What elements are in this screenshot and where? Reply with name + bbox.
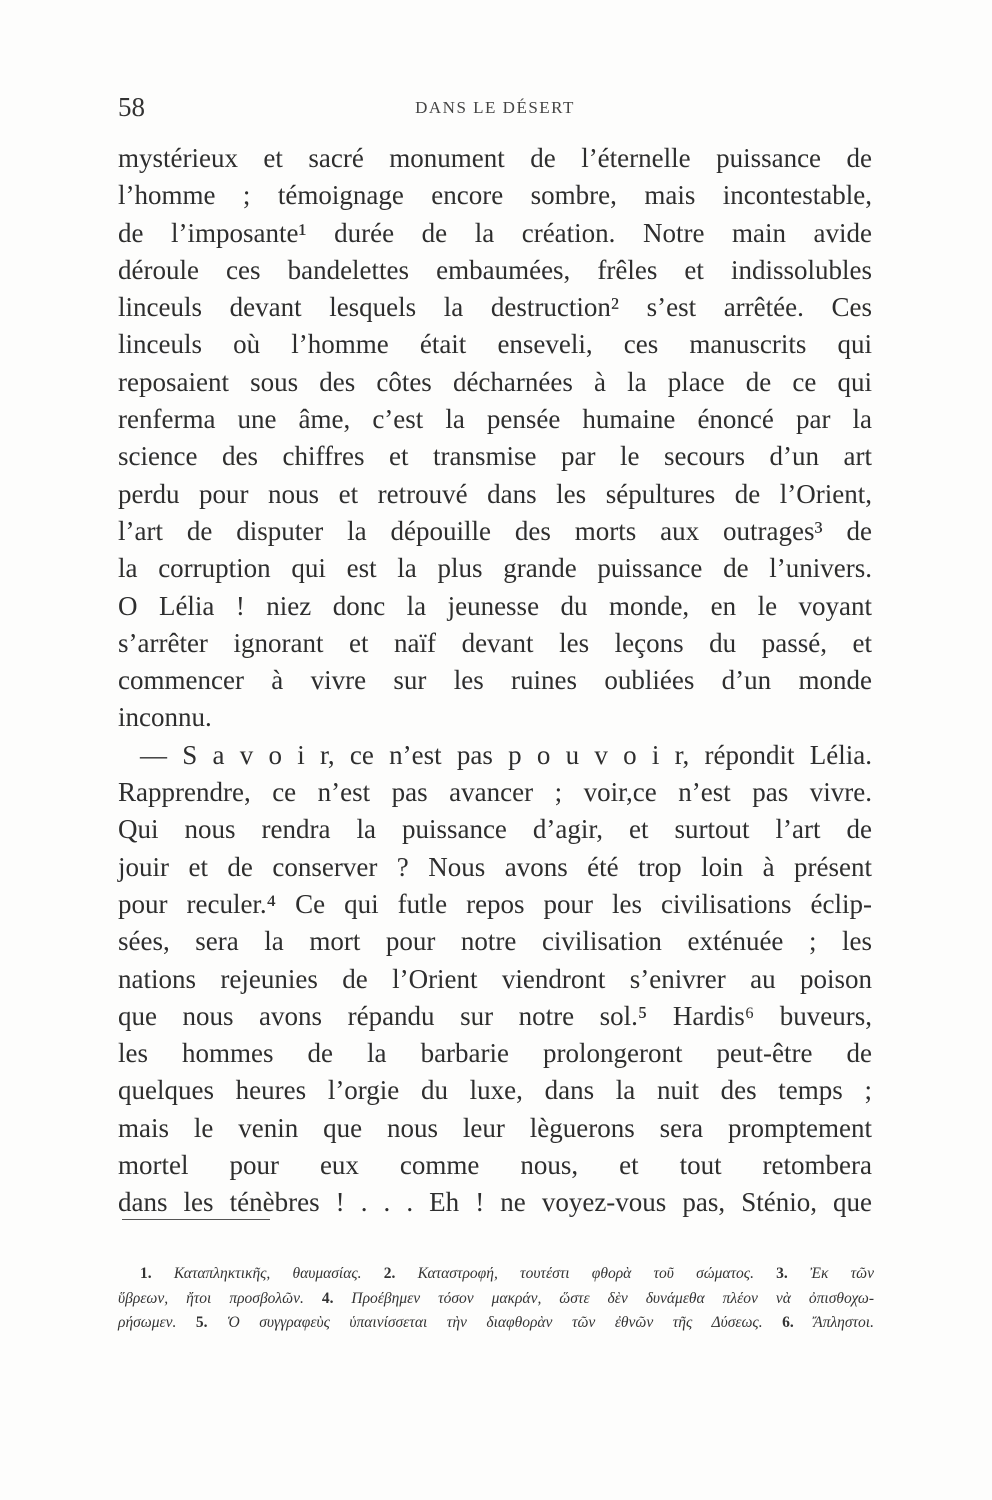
text-line: les hommes de la barbarie prolongeront peut-être de: [118, 1038, 872, 1069]
footnote-text: Ἄπληστοι.: [793, 1314, 874, 1331]
footnote-line: [118, 1287, 874, 1312]
footnote-text: Καταπληκτικῆς, θαυμασίας.: [151, 1265, 384, 1282]
footnote-line: [118, 1262, 874, 1287]
text-line: Rapprendre, ce n’est pas avancer ; voir,ce n’est pas vivre.: [118, 777, 872, 808]
footnote-number: 4.: [321, 1289, 334, 1307]
text-line: Qui nous rendra la puissance d’agir, et surtout l’art de: [118, 814, 872, 845]
text-line: inconnu.: [118, 702, 212, 733]
footnote-number: 1.: [140, 1265, 152, 1282]
text-line: mortel pour eux comme nous, et tout retombera: [118, 1150, 872, 1181]
text-line: l’homme ; témoignage encore sombre, mais incontestable,: [118, 180, 872, 211]
footnote-text: Προέβημεν τόσον μακράν, ὥστε δὲν δυνάμεθα πλέον νὰ ὀπισθοχω-: [333, 1289, 874, 1307]
page-number: 58: [118, 92, 145, 122]
text-line: sées, sera la mort pour notre civilisation exténuée ; les: [118, 926, 872, 957]
text-line: jouir et de conserver ? Nous avons été trop loin à présent: [118, 851, 872, 882]
running-title: DANS LE DÉSERT: [415, 98, 575, 117]
text-line: s’arrêter ignorant et naïf devant les leçons du passé, et: [118, 627, 872, 658]
footnote-rule: [122, 1219, 270, 1220]
text-line: science des chiffres et transmise par le secours d’un art: [118, 441, 872, 472]
footnote-number: 2.: [383, 1265, 396, 1282]
footnote-number: 6.: [782, 1314, 794, 1331]
footnote-text: Ὁ συγγραφεὺς ὑπαινίσσεται τὴν διαφθορὰν τῶν ἐθνῶν τῆς Δύσεως.: [207, 1314, 783, 1331]
text-line: pour reculer.⁴ Ce qui futle repos pour les civilisations éclip-: [118, 888, 872, 919]
running-head: [118, 92, 872, 126]
footnote-number: 5.: [195, 1314, 208, 1331]
text-line: dans les ténèbres ! . . . Eh ! ne voyez-vous pas, Sténio, que: [118, 1187, 872, 1218]
text-line: que nous avons répandu sur notre sol.⁵ Hardis⁶ buveurs,: [118, 1000, 872, 1031]
text-line: l’art de disputer la dépouille des morts aux outrages³ de: [118, 515, 872, 546]
text-line: quelques heures l’orgie du luxe, dans la nuit des temps ;: [118, 1075, 872, 1106]
text-line: reposaient sous des côtes décharnées à la place de ce qui: [118, 366, 872, 397]
text-line: nations rejeunies de l’Orient viendront s’enivrer au poison: [118, 963, 872, 994]
footnotes: [118, 1262, 874, 1336]
text-line: linceuls devant lesquels la destruction² s’est arrêtée. Ces: [118, 292, 872, 323]
text-line: O Lélia ! niez donc la jeunesse du monde, en le voyant: [118, 590, 872, 621]
footnote-line: [118, 1311, 874, 1336]
body-text: [118, 140, 872, 1222]
footnote-text: Καταστροφή, τουτέστι φθορὰ τοῦ σώματος.: [395, 1265, 777, 1282]
text-line: linceuls où l’homme était enseveli, ces manuscrits qui: [118, 329, 872, 360]
text-line: renferma une âme, c’est la pensée humaine énoncé par la: [118, 404, 872, 435]
footnote-text: ὕβρεων, ἤτοι προσβολῶν.: [118, 1289, 322, 1307]
text-line: mystérieux et sacré monument de l’éternelle puissance de: [118, 143, 872, 173]
text-line: commencer à vivre sur les ruines oubliées d’un monde: [118, 665, 872, 696]
footnote-number: 3.: [776, 1265, 788, 1282]
text-line: perdu pour nous et retrouvé dans les sépultures de l’Orient,: [118, 478, 872, 509]
footnote-text: ρήσωμεν.: [118, 1314, 196, 1331]
footnote-text: Ἐκ τῶν: [787, 1265, 875, 1282]
text-line: — S a v o i r, ce n’est pas p o u v o i r, répondit Lélia.: [140, 739, 872, 770]
text-line: déroule ces bandelettes embaumées, frêles et indissolubles: [118, 254, 872, 285]
text-line: la corruption qui est la plus grande puissance de l’univers.: [118, 553, 872, 584]
text-line: de l’imposante¹ durée de la création. Notre main avide: [118, 217, 872, 248]
text-line: mais le venin que nous leur lèguerons sera promptement: [118, 1112, 872, 1143]
